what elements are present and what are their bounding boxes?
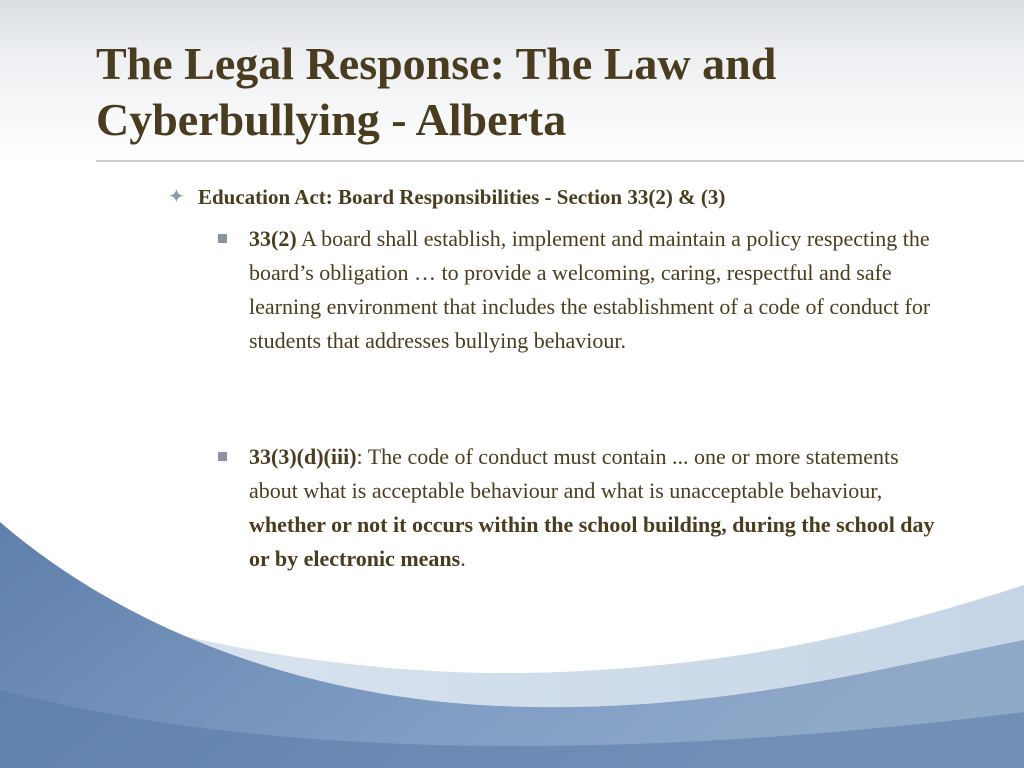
section-text: A board shall establish, implement and maintain a policy respecting the board’s obligation … to provide a welcoming, caring, respectful and safe learning environment that includes the establishment of a code of conduct for students that addresses bullying behaviour. (249, 226, 931, 353)
section-text: : The code of conduct must contain ... one or more statements about what is acceptable behaviour and what is unacceptable behaviour, (249, 444, 899, 503)
slide-title: The Legal Response: The Law and Cyberbullying - Alberta (96, 38, 777, 145)
square-bullet-icon (218, 452, 227, 461)
list-item-body (249, 222, 948, 358)
section-label: 33(2) (249, 226, 297, 251)
section-label: 33(3)(d)(iii) (249, 444, 357, 469)
list-item (218, 440, 948, 576)
four-point-star-icon: ✦ (168, 186, 185, 208)
list-item-body (249, 440, 948, 576)
emphasis-text: whether or not it occurs within the school building, during the school day or by electronic means (249, 512, 935, 571)
section-text-end: . (460, 546, 466, 571)
square-bullet-icon (218, 234, 227, 243)
bullet-level1-text: Education Act: Board Responsibilities - Section 33(2) & (3) (198, 185, 726, 209)
list-item (218, 222, 948, 358)
